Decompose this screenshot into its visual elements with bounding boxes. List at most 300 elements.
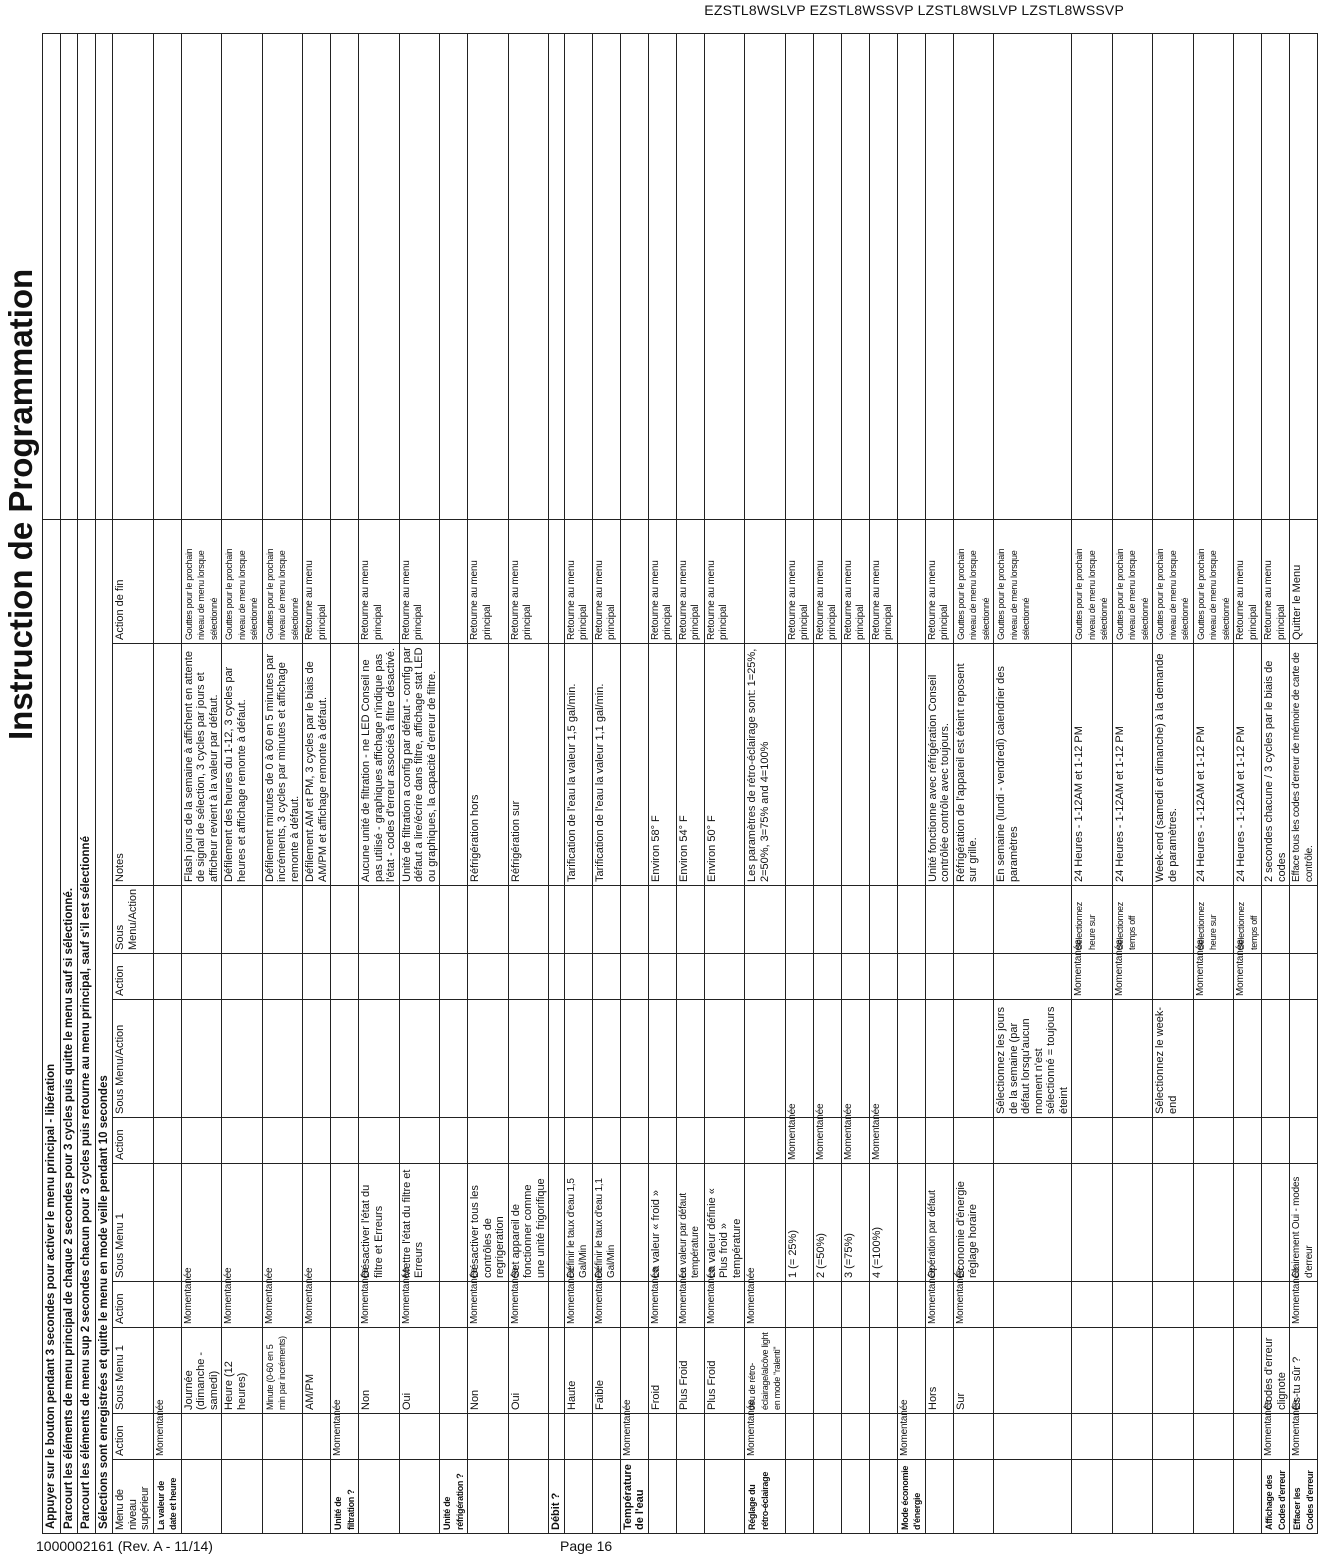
table-cell: [897, 1000, 925, 1118]
menu-cell: Mode économie d'énergie: [897, 1460, 925, 1534]
table-cell: [648, 1118, 676, 1164]
table-cell: Quitter le Menu: [1290, 520, 1318, 644]
table-cell: [549, 886, 565, 954]
table-cell: [648, 954, 676, 1000]
table-cell: Oui: [399, 1328, 440, 1414]
table-cell: [841, 1000, 869, 1118]
table-row: [1262, 34, 1290, 1534]
menu-cell: [813, 1460, 841, 1534]
table-cell: Jeu de rétro-éclairage/alcôve light en mode "ralenti": [745, 1328, 786, 1414]
table-row: [869, 34, 897, 1534]
table-cell: Momentanée: [785, 1118, 813, 1164]
table-cell: [153, 1164, 181, 1282]
table-cell: [1153, 1118, 1194, 1164]
table-cell: [440, 1000, 468, 1118]
column-header: Notes: [113, 644, 154, 886]
menu-cell: [303, 1460, 331, 1534]
table-cell: [813, 1414, 841, 1460]
spacer-cell: [508, 34, 549, 520]
table-cell: [564, 1414, 592, 1460]
spacer-cell: [303, 34, 331, 520]
table-cell: Momentanée: [869, 1118, 897, 1164]
table-cell: [303, 1414, 331, 1460]
table-cell: [785, 1282, 813, 1328]
table-cell: [869, 1328, 897, 1414]
table-cell: Momentanée: [331, 1414, 359, 1460]
table-cell: [953, 954, 994, 1000]
table-cell: [1153, 1414, 1194, 1460]
table-cell: [745, 520, 786, 644]
table-cell: [153, 1282, 181, 1328]
table-cell: Momentanée: [1234, 954, 1262, 1000]
table-row: [331, 34, 359, 1534]
spacer-cell: [648, 34, 676, 520]
table-cell: Sélectionnez les jours de la semaine (par défaut lorsqu'aucun moment n'est sélectionné = toujours éteint: [994, 1000, 1072, 1118]
table-cell: [1262, 954, 1290, 1000]
table-cell: [953, 1414, 994, 1460]
table-cell: [331, 1000, 359, 1118]
menu-cell: [262, 1460, 303, 1534]
spacer-cell: [549, 34, 565, 520]
table-cell: [262, 1000, 303, 1118]
table-cell: [153, 886, 181, 954]
table-cell: [1112, 1000, 1153, 1118]
table-cell: [262, 1118, 303, 1164]
table-cell: Momentanée: [704, 1282, 745, 1328]
table-cell: [745, 1118, 786, 1164]
table-cell: [1112, 1282, 1153, 1328]
table-row: [620, 34, 648, 1534]
table-cell: [897, 644, 925, 886]
table-cell: [153, 520, 181, 644]
table-cell: [1153, 886, 1194, 954]
table-cell: Réfrigération sur: [508, 644, 549, 886]
table-cell: [440, 886, 468, 954]
table-cell: Hors: [925, 1328, 953, 1414]
table-cell: La valeur définie « Plus froid » température: [704, 1164, 745, 1282]
spacer-cell: [676, 34, 704, 520]
spacer-cell: [399, 34, 440, 520]
table-cell: [676, 954, 704, 1000]
table-cell: Retourne au menu principal: [592, 520, 620, 644]
table-cell: [994, 886, 1072, 954]
table-cell: [1234, 1328, 1262, 1414]
table-cell: Retourne au menu principal: [303, 520, 331, 644]
spacer-cell: [181, 34, 222, 520]
menu-cell: La valeur de date et heure: [153, 1460, 181, 1534]
table-cell: [1112, 1414, 1153, 1460]
menu-cell: [953, 1460, 994, 1534]
table-cell: [331, 954, 359, 1000]
table-cell: [549, 1164, 565, 1282]
table-cell: [841, 886, 869, 954]
table-cell: [359, 954, 400, 1000]
menu-cell: [648, 1460, 676, 1534]
table-cell: 24 Heures - 1-12AM et 1-12 PM: [1193, 644, 1234, 886]
table-cell: [468, 886, 509, 954]
table-cell: Défilement des heures du 1-12, 3 cycles par heures et affichage remonte à défaut.: [222, 644, 263, 886]
table-cell: Momentanée: [1290, 1414, 1318, 1460]
table-cell: Non: [468, 1328, 509, 1414]
table-cell: [676, 1414, 704, 1460]
table-cell: [994, 1164, 1072, 1282]
spacer-cell: [869, 34, 897, 520]
table-cell: Momentanée: [592, 1282, 620, 1328]
table-cell: [359, 1118, 400, 1164]
table-cell: [359, 1414, 400, 1460]
table-cell: Défilement AM et PM, 3 cycles par le biais de AM/PM et affichage remonte à défaut.: [303, 644, 331, 886]
programming-table: [42, 33, 1318, 1534]
table-row: [153, 34, 181, 1534]
menu-cell: Débit ?: [549, 1460, 565, 1534]
table-cell: Mettre l'état du filtre et Erreurs: [399, 1164, 440, 1282]
table-cell: [549, 1118, 565, 1164]
column-header: Action de fin: [113, 520, 154, 644]
table-cell: Momentanée: [676, 1282, 704, 1328]
table-cell: Gouttes pour le prochain niveau de menu lorsque sélectionné: [262, 520, 303, 644]
spacer-cell: [95, 34, 113, 520]
table-cell: [620, 644, 648, 886]
table-cell: [1072, 1000, 1113, 1118]
table-cell: Faible: [592, 1328, 620, 1414]
model-numbers: EZSTL8WSLVP EZSTL8WSSVP LZSTL8WSLVP LZSTL8WSSVP: [704, 2, 1124, 18]
table-cell: Momentanée: [1193, 954, 1234, 1000]
table-cell: [592, 1000, 620, 1118]
table-cell: Désactiver tous les contrôles de regrigeration: [468, 1164, 509, 1282]
table-cell: [549, 1328, 565, 1414]
spacer-cell: [897, 34, 925, 520]
table-cell: [592, 954, 620, 1000]
table-cell: [897, 1164, 925, 1282]
table-cell: Environ 50° F: [704, 644, 745, 886]
table-cell: Retourne au menu principal: [813, 520, 841, 644]
instruction-row: [95, 34, 113, 1534]
spacer-cell: [153, 34, 181, 520]
menu-cell: [841, 1460, 869, 1534]
table-cell: AM/PM: [303, 1328, 331, 1414]
instruction-text: Sélections sont enregistrées et quitte le menu en mode veille pendant 10 secondes: [95, 520, 113, 1534]
table-cell: [1153, 1164, 1194, 1282]
table-row: [222, 34, 263, 1534]
table-cell: [994, 1118, 1072, 1164]
table-cell: [785, 1000, 813, 1118]
table-cell: Aucune unité de filtration - ne LED Conseil ne pas utilisé - graphiques affichage n'indique pas l'état - codes d'erreur associés à filtre désactivé.: [359, 644, 400, 886]
table-cell: [869, 644, 897, 886]
table-cell: [869, 1000, 897, 1118]
table-row: [704, 34, 745, 1534]
table-cell: [440, 954, 468, 1000]
table-row: [564, 34, 592, 1534]
table-cell: [869, 1282, 897, 1328]
table-row: [1072, 34, 1113, 1534]
table-cell: [303, 886, 331, 954]
column-header: Sous Menu 1: [113, 1164, 154, 1282]
table-cell: [897, 1118, 925, 1164]
table-cell: [303, 1000, 331, 1118]
table-cell: [953, 886, 994, 954]
table-row: [303, 34, 331, 1534]
table-cell: [925, 886, 953, 954]
table-cell: [1193, 1118, 1234, 1164]
menu-cell: [1072, 1460, 1113, 1534]
table-cell: Retourne au menu principal: [508, 520, 549, 644]
table-cell: [222, 886, 263, 954]
table-cell: [648, 886, 676, 954]
table-cell: [153, 1000, 181, 1118]
table-cell: Momentanée: [153, 1414, 181, 1460]
table-cell: [153, 954, 181, 1000]
table-cell: [399, 1414, 440, 1460]
table-cell: [331, 1118, 359, 1164]
table-cell: [564, 954, 592, 1000]
table-cell: Momentanée: [925, 1282, 953, 1328]
table-cell: [813, 1282, 841, 1328]
table-cell: [813, 1000, 841, 1118]
spacer-cell: [43, 34, 61, 520]
table-row: [468, 34, 509, 1534]
spacer-cell: [331, 34, 359, 520]
table-cell: [181, 1164, 222, 1282]
table-row: [592, 34, 620, 1534]
spacer-cell: [440, 34, 468, 520]
table-cell: [620, 520, 648, 644]
table-cell: [440, 520, 468, 644]
table-cell: 3 (=75%): [841, 1164, 869, 1282]
table-cell: [331, 886, 359, 954]
table-cell: Retourne au menu principal: [399, 520, 440, 644]
table-cell: [303, 1164, 331, 1282]
table-row: [785, 34, 813, 1534]
table-cell: [925, 1414, 953, 1460]
table-cell: La valeur par défaut température: [676, 1164, 704, 1282]
table-cell: [1262, 1000, 1290, 1118]
table-cell: Momentanée: [1262, 1414, 1290, 1460]
table-cell: [549, 644, 565, 886]
table-cell: [1072, 1282, 1113, 1328]
table-cell: [841, 1328, 869, 1414]
table-cell: Les paramètres de rétro-éclairage sont: 1=25%, 2=50%, 3=75% and 4=100%: [745, 644, 786, 886]
menu-cell: [1153, 1460, 1194, 1534]
table-cell: [994, 1328, 1072, 1414]
table-cell: [549, 1000, 565, 1118]
table-cell: [1072, 1414, 1113, 1460]
table-cell: Haute: [564, 1328, 592, 1414]
table-cell: Retourne au menu principal: [1234, 520, 1262, 644]
table-cell: Sélectionnez le week-end: [1153, 1000, 1194, 1118]
table-row: [994, 34, 1072, 1534]
table-cell: [704, 1414, 745, 1460]
table-cell: [592, 886, 620, 954]
table-cell: Retourne au menu principal: [925, 520, 953, 644]
table-cell: Momentanée: [841, 1118, 869, 1164]
programming-table-rotated: [42, 34, 1315, 1534]
table-cell: [1234, 1282, 1262, 1328]
table-cell: En semaine (lundi - vendredi) calendrier des paramètres: [994, 644, 1072, 886]
table-cell: Sélectionnez heure sur: [1072, 886, 1113, 954]
table-cell: [440, 1118, 468, 1164]
table-row: [648, 34, 676, 1534]
column-header: Menu de niveau supérieur: [113, 1460, 154, 1534]
table-cell: Momentanée: [620, 1414, 648, 1460]
spacer-cell: [113, 34, 154, 520]
table-cell: Momentanée: [508, 1282, 549, 1328]
table-cell: [841, 644, 869, 886]
menu-cell: [994, 1460, 1072, 1534]
table-cell: [549, 1282, 565, 1328]
table-cell: Sélectionnez heure sur: [1193, 886, 1234, 954]
menu-cell: [1234, 1460, 1262, 1534]
table-row: [745, 34, 786, 1534]
table-cell: [897, 954, 925, 1000]
table-cell: Codes d'erreur clignote: [1262, 1328, 1290, 1414]
table-row: [925, 34, 953, 1534]
menu-cell: Réglage du rétro-éclairage: [745, 1460, 786, 1534]
table-cell: Désactiver l'état du filtre et Erreurs: [359, 1164, 400, 1282]
table-cell: [262, 1164, 303, 1282]
table-cell: Gouttes pour le prochain niveau de menu lorsque sélectionné: [953, 520, 994, 644]
table-cell: [592, 1118, 620, 1164]
table-cell: Non: [359, 1328, 400, 1414]
table-cell: [440, 644, 468, 886]
table-cell: [994, 1414, 1072, 1460]
table-cell: Set appareil de fonctionner comme une unité frigorifique: [508, 1164, 549, 1282]
table-cell: Unité fonctionne avec réfrigération Conseil contrôlée contrôle avec toujours.: [925, 644, 953, 886]
table-cell: [953, 1118, 994, 1164]
table-cell: Gouttes pour le prochain niveau de menu lorsque sélectionné: [1193, 520, 1234, 644]
table-cell: [1234, 1164, 1262, 1282]
instruction-text: Parcourt les éléments de menu sup 2 secondes chacun pour 3 cycles puis retourne au menu principal, sauf s'il est sélectionné: [78, 520, 96, 1534]
table-cell: Momentanée: [181, 1282, 222, 1328]
table-cell: [262, 954, 303, 1000]
table-cell: Réfrigération de l'appareil est éteint reposent sur grille.: [953, 644, 994, 886]
table-cell: [468, 1000, 509, 1118]
table-cell: Réfrigération hors: [468, 644, 509, 886]
menu-cell: Effacer les Codes d'erreur: [1290, 1460, 1318, 1534]
table-cell: Efface tous les codes d'erreur de mémoire de carte de contrôle.: [1290, 644, 1318, 886]
table-cell: 24 Heures - 1-12AM et 1-12 PM: [1234, 644, 1262, 886]
table-cell: [925, 1118, 953, 1164]
table-row: [181, 34, 222, 1534]
table-row: [549, 34, 565, 1534]
table-row: [897, 34, 925, 1534]
table-cell: Gouttes pour le prochain niveau de menu lorsque sélectionné: [994, 520, 1072, 644]
spacer-cell: [222, 34, 263, 520]
spacer-cell: [813, 34, 841, 520]
table-cell: Environ 58° F: [648, 644, 676, 886]
table-cell: [1112, 1164, 1153, 1282]
menu-cell: [869, 1460, 897, 1534]
table-cell: [994, 1282, 1072, 1328]
table-cell: Momentanée: [1112, 954, 1153, 1000]
table-cell: Retourne au menu principal: [869, 520, 897, 644]
table-cell: [222, 1164, 263, 1282]
spacer-cell: [78, 34, 96, 520]
spacer-cell: [745, 34, 786, 520]
table-cell: [508, 1000, 549, 1118]
table-cell: [1193, 1328, 1234, 1414]
table-cell: 1 (= 25%): [785, 1164, 813, 1282]
table-row: [1193, 34, 1234, 1534]
table-cell: Momentanée: [564, 1282, 592, 1328]
menu-cell: [222, 1460, 263, 1534]
table-row: [813, 34, 841, 1534]
table-cell: Retourne au menu principal: [841, 520, 869, 644]
table-cell: [785, 1414, 813, 1460]
table-cell: [1290, 1000, 1318, 1118]
spacer-cell: [1153, 34, 1194, 520]
menu-cell: [785, 1460, 813, 1534]
spacer-cell: [1262, 34, 1290, 520]
menu-cell: Affichage des Codes d'erreur: [1262, 1460, 1290, 1534]
table-cell: Momentanée: [1290, 1282, 1318, 1328]
table-cell: [153, 1118, 181, 1164]
table-cell: Momentanée: [303, 1282, 331, 1328]
instruction-row: [60, 34, 78, 1534]
spacer-cell: [620, 34, 648, 520]
table-cell: [813, 954, 841, 1000]
table-row: [1234, 34, 1262, 1534]
table-cell: 24 Heures - 1-12AM et 1-12 PM: [1072, 644, 1113, 886]
table-cell: [181, 1118, 222, 1164]
table-cell: Sélectionnez temps off: [1112, 886, 1153, 954]
table-cell: Retourne au menu principal: [1262, 520, 1290, 644]
table-cell: Unité de filtration a config par défaut - config par défaut a lire/écrire dans filtre, affichage stat LED ou graphiques, la capacité d'erreur de filtre.: [399, 644, 440, 886]
table-cell: Tarification de l'eau la valeur 1,5 gal/min.: [564, 644, 592, 886]
table-cell: [704, 1000, 745, 1118]
table-cell: Retourne au menu principal: [564, 520, 592, 644]
table-cell: [331, 644, 359, 886]
table-cell: [440, 1414, 468, 1460]
table-cell: Momentanée: [262, 1282, 303, 1328]
table-cell: Momentanée: [897, 1414, 925, 1460]
table-cell: Flash jours de la semaine à affichent en attente de signal de sélection, 3 cycles par jours et afficheur revient à la valeur par défaut.: [181, 644, 222, 886]
table-cell: Retourne au menu principal: [704, 520, 745, 644]
table-cell: Minute (0-60 en 5 min par incréments): [262, 1328, 303, 1414]
table-cell: Économie d'énergie réglage horaire: [953, 1164, 994, 1282]
menu-cell: [592, 1460, 620, 1534]
menu-cell: [468, 1460, 509, 1534]
spacer-cell: [564, 34, 592, 520]
document-number: 1000002161 (Rev. A - 11/14): [36, 1538, 213, 1554]
table-cell: [508, 1118, 549, 1164]
table-row: [399, 34, 440, 1534]
spacer-cell: [785, 34, 813, 520]
table-cell: Week-end (samedi et dimanche) à la demande de paramètres.: [1153, 644, 1194, 886]
table-cell: [785, 644, 813, 886]
table-cell: [620, 1164, 648, 1282]
table-cell: [1234, 1000, 1262, 1118]
table-cell: [440, 1164, 468, 1282]
table-cell: Es-tu sûr ?: [1290, 1328, 1318, 1414]
table-cell: [1193, 1414, 1234, 1460]
menu-cell: Unité de filtration ?: [331, 1460, 359, 1534]
table-cell: [620, 954, 648, 1000]
instruction-row: [78, 34, 96, 1534]
instruction-text: Parcourt les éléments de menu principal de chaque 2 secondes pour 3 cycles puis quitte le menu sauf si sélectionné.: [60, 520, 78, 1534]
column-header-row: [113, 34, 154, 1534]
table-cell: [841, 1414, 869, 1460]
table-cell: Momentanée: [468, 1282, 509, 1328]
table-cell: [869, 954, 897, 1000]
table-cell: [331, 1282, 359, 1328]
table-cell: [620, 1282, 648, 1328]
table-cell: Momentanée: [745, 1282, 786, 1328]
table-cell: [1262, 1164, 1290, 1282]
table-cell: [181, 886, 222, 954]
table-cell: 2 secondes chacune / 3 cycles par le biais de codes: [1262, 644, 1290, 886]
table-cell: Gouttes pour le prochain niveau de menu lorsque sélectionné: [1112, 520, 1153, 644]
table-cell: Retourne au menu principal: [359, 520, 400, 644]
